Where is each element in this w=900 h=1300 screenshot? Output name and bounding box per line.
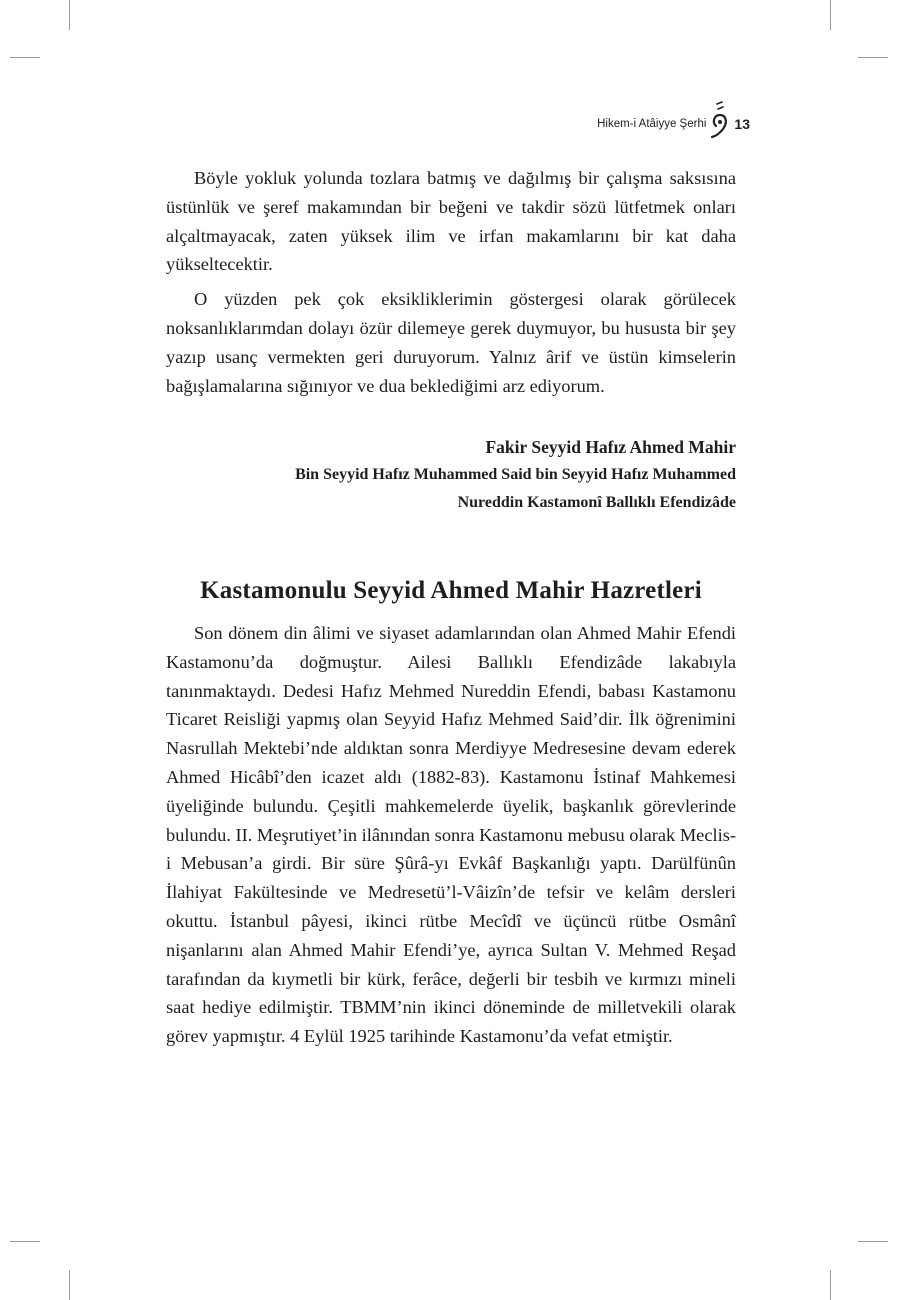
intro-paragraph-2: O yüzden pek çok eksikliklerimin göstergesi olarak görülecek noksanlıklarımdan dolayı özür dilemeye gerek duymuyor, bu hususta bir şey yazıp usanç vermekten geri duruyorum. Yalnız ârif ve üstün kimselerin bağışlamalarına sığınıyor ve dua beklediğimi arz ediyorum.: [166, 289, 736, 396]
crop-mark-right-bottom: [858, 1241, 888, 1242]
running-title: Hikem-i Atâiyye Şerhi: [597, 118, 707, 130]
crop-mark-left-top: [10, 57, 40, 58]
author-signature: [166, 433, 736, 517]
crop-mark-right-top: [858, 57, 888, 58]
crop-mark-top-right: [830, 0, 831, 30]
running-head: [597, 100, 750, 140]
crop-mark-bottom-right: [830, 1270, 831, 1300]
biography-text: [166, 619, 736, 1051]
signature-lineage-line-1: Bin Seyyid Hafız Muhammed Said bin Seyyid Hafız Muhammed: [295, 466, 736, 483]
crop-mark-bottom-left: [69, 1270, 70, 1300]
signature-lineage-line-2: Nureddin Kastamonî Ballıklı Efendizâde: [457, 494, 736, 511]
page-number: 13: [734, 116, 750, 132]
signature-name: Fakir Seyyid Hafız Ahmed Mahir: [485, 437, 736, 457]
intro-text: [166, 164, 736, 400]
intro-paragraph-1: Böyle yokluk yolunda tozlara batmış ve dağılmış bir çalışma saksısına üstünlük ve şeref makamından bir beğeni ve takdir sözü lütfetmek onları alçaltmayacak, zaten yüksek ilim ve irfan makamlarını bir kat daha yükseltecektir.: [166, 168, 736, 275]
biography-paragraph: Son dönem din âlimi ve siyaset adamlarından olan Ahmed Mahir Efendi Kastamonu’da doğmuştur. Ailesi Ballıklı Efendizâde lakabıyla tanınmaktaydı. Dedesi Hafız Mehmed Nureddin Efendi, babası Kastamonu Ticaret Reisliği yapmış olan Seyyid Hafız Mehmed Said’dir. İlk öğrenimini Nasrullah Mektebi’nde aldıktan sonra Merdiyye Medresesine devam ederek Ahmed Hicâbî’den icazet aldı (1882-83). Kastamonu İstinaf Mahkemesi üyeliğinde bulundu. Çeşitli mahkemelerde üyelik, başkanlık görevlerinde bulundu. II. Meşrutiyet’in ilânından sonra Kastamonu mebusu olarak Meclis-i Mebusan’a girdi. Bir süre Şûrâ-yı Evkâf Başkanlığı yaptı. Darülfünûn İlahiyat Fakültesinde ve Medresetü’l-Vâizîn’de tefsir ve kelâm dersleri okuttu. İstanbul pâyesi, ikinci rütbe Mecîdî ve üçüncü rütbe Osmânî nişanlarını alan Ahmed Mahir Efendi’ye, ayrıca Sultan V. Mehmed Reşad tarafından da kıymetli bir kürk, ferâce, değerli bir tesbih ve kırmızı mineli saat hediye edilmiştir. TBMM’nin ikinci döneminde de milletvekili olarak görev yapmıştır. 4 Eylül 1925 tarihinde Kastamonu’da vefat etmiştir.: [166, 623, 736, 1047]
crop-mark-top-left: [69, 0, 70, 30]
calligraphic-ornament-icon: [710, 100, 730, 140]
section-heading: Kastamonulu Seyyid Ahmed Mahir Hazretleri: [200, 577, 702, 604]
crop-mark-left-bottom: [10, 1241, 40, 1242]
